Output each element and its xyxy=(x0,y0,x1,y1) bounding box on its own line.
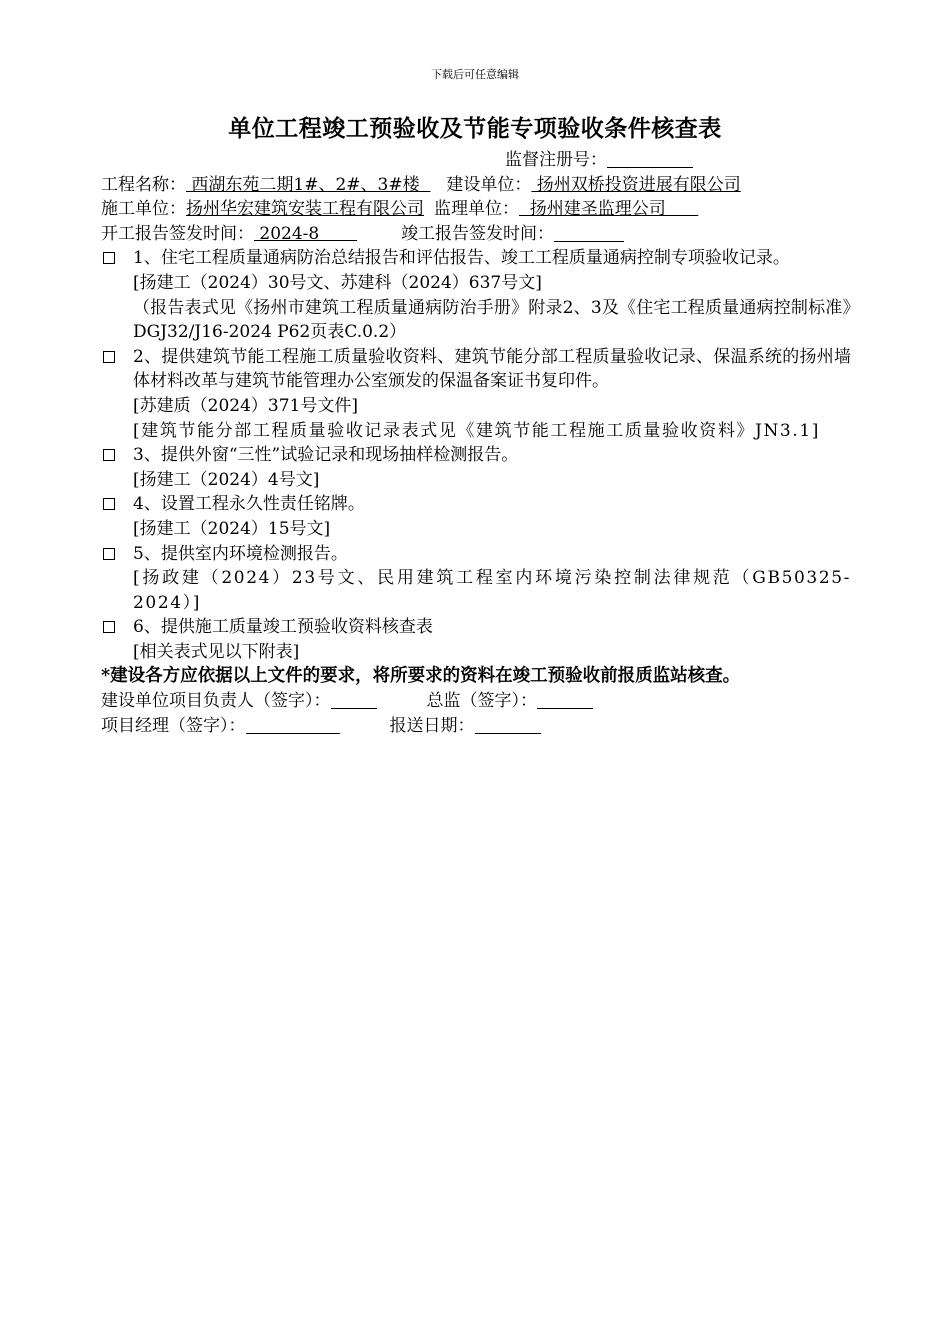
start-report-value[interactable]: 2024-8 xyxy=(254,223,358,244)
checklist-item-reference: [扬建工（2024）30号文、苏建科（2024）637号文] xyxy=(133,272,542,293)
checkbox-icon[interactable] xyxy=(103,548,115,560)
registration-line xyxy=(101,148,851,173)
checklist-item-text: 5、提供室内环境检测报告。 xyxy=(133,543,348,564)
checklist-item-reference: [扬建工（2024）4号文] xyxy=(133,469,320,490)
pm-signature-label: 项目经理（签字）： xyxy=(101,715,246,736)
checklist-item-reference: [扬建工（2024）15号文] xyxy=(133,518,331,539)
checklist-item-4 xyxy=(101,492,851,517)
checklist-item-5 xyxy=(101,542,851,567)
checkbox-icon[interactable] xyxy=(103,621,115,633)
checklist-item-text: 3、提供外窗“三性”试验记录和现场抽样检测报告。 xyxy=(133,445,519,466)
checklist-item-6 xyxy=(101,615,851,640)
checklist-item-reference: [建筑节能分部工程质量验收记录表式见《建筑节能工程施工质量验收资料》JN3.1] xyxy=(133,420,820,441)
project-name-value[interactable]: 西湖东苑二期1#、2#、3#楼 xyxy=(186,174,431,195)
document-title: 单位工程竣工预验收及节能专项验收条件核查表 xyxy=(228,115,722,142)
report-dates-line xyxy=(101,222,851,247)
checklist-item-1 xyxy=(101,246,851,271)
registration-blank[interactable] xyxy=(607,149,693,168)
chief-supervisor-signature-blank[interactable] xyxy=(537,690,593,709)
checkbox-icon[interactable] xyxy=(103,252,115,264)
submission-date-blank[interactable] xyxy=(475,715,541,734)
signature-line-1 xyxy=(101,689,851,714)
finish-report-label: 竣工报告签发时间： xyxy=(401,223,555,244)
contractor-value[interactable]: 扬州华宏建筑安装工程有限公司 xyxy=(186,199,424,220)
page-header: 下载后可任意编辑 xyxy=(431,68,519,81)
checkbox-icon[interactable] xyxy=(103,449,115,461)
registration-label: 监督注册号： xyxy=(505,150,607,170)
checklist-item-reference: [相关表式见以下附表] xyxy=(133,641,300,662)
owner-lead-signature-blank[interactable] xyxy=(331,690,377,709)
builder-label: 建设单位： xyxy=(446,174,532,195)
checklist-item-reference: [苏建质（2024）371号文件] xyxy=(133,395,358,416)
contractor-label: 施工单位： xyxy=(101,199,186,220)
project-name-label: 工程名称： xyxy=(101,174,186,195)
supervisor-label: 监理单位： xyxy=(434,199,519,220)
checkbox-icon[interactable] xyxy=(103,351,115,363)
start-report-label: 开工报告签发时间： xyxy=(101,223,254,244)
checklist-item-text: 2、提供建筑节能工程施工质量验收资料、建筑节能分部工程质量验收记录、保温系统的扬州墙体材料改革与建筑节能管理办公室颁发的保温备案证书复印件。 xyxy=(133,346,851,392)
checklist-item-reference: （报告表式见《扬州市建筑工程质量通病防治手册》附录2、3及《住宅工程质量通病控制标准》DGJ32/J16-2024 P62页表C.0.2） xyxy=(133,297,851,343)
checklist-item-3 xyxy=(101,443,851,468)
checklist-item-text: 6、提供施工质量竣工预验收资料核查表 xyxy=(133,617,433,638)
submission-date-label: 报送日期： xyxy=(389,715,475,736)
project-name-line xyxy=(101,173,851,198)
checklist-item-reference: [扬政建（2024）23号文、民用建筑工程室内环境污染控制法律规范（GB50325-2024）] xyxy=(133,568,851,613)
supervisor-value[interactable]: 扬州建圣监理公司 xyxy=(519,199,699,220)
checklist-item-text: 4、设置工程永久性责任铭牌。 xyxy=(133,494,365,515)
document-body xyxy=(101,148,851,738)
signature-line-2 xyxy=(101,714,851,739)
builder-value[interactable]: 扬州双桥投资进展有限公司 xyxy=(531,174,741,195)
contractor-line xyxy=(101,197,851,222)
finish-report-blank[interactable] xyxy=(554,223,624,242)
notice-text: *建设各方应依据以上文件的要求，将所要求的资料在竣工预验收前报质监站核查。 xyxy=(101,666,741,687)
checkbox-icon[interactable] xyxy=(103,498,115,510)
checklist-item-text: 1、住宅工程质量通病防治总结报告和评估报告、竣工工程质量通病控制专项验收记录。 xyxy=(133,248,790,269)
pm-signature-blank[interactable] xyxy=(246,715,340,734)
owner-lead-signature-label: 建设单位项目负责人（签字）： xyxy=(101,691,331,712)
checklist-item-2 xyxy=(101,345,851,394)
chief-supervisor-signature-label: 总监（签字）： xyxy=(426,691,537,712)
